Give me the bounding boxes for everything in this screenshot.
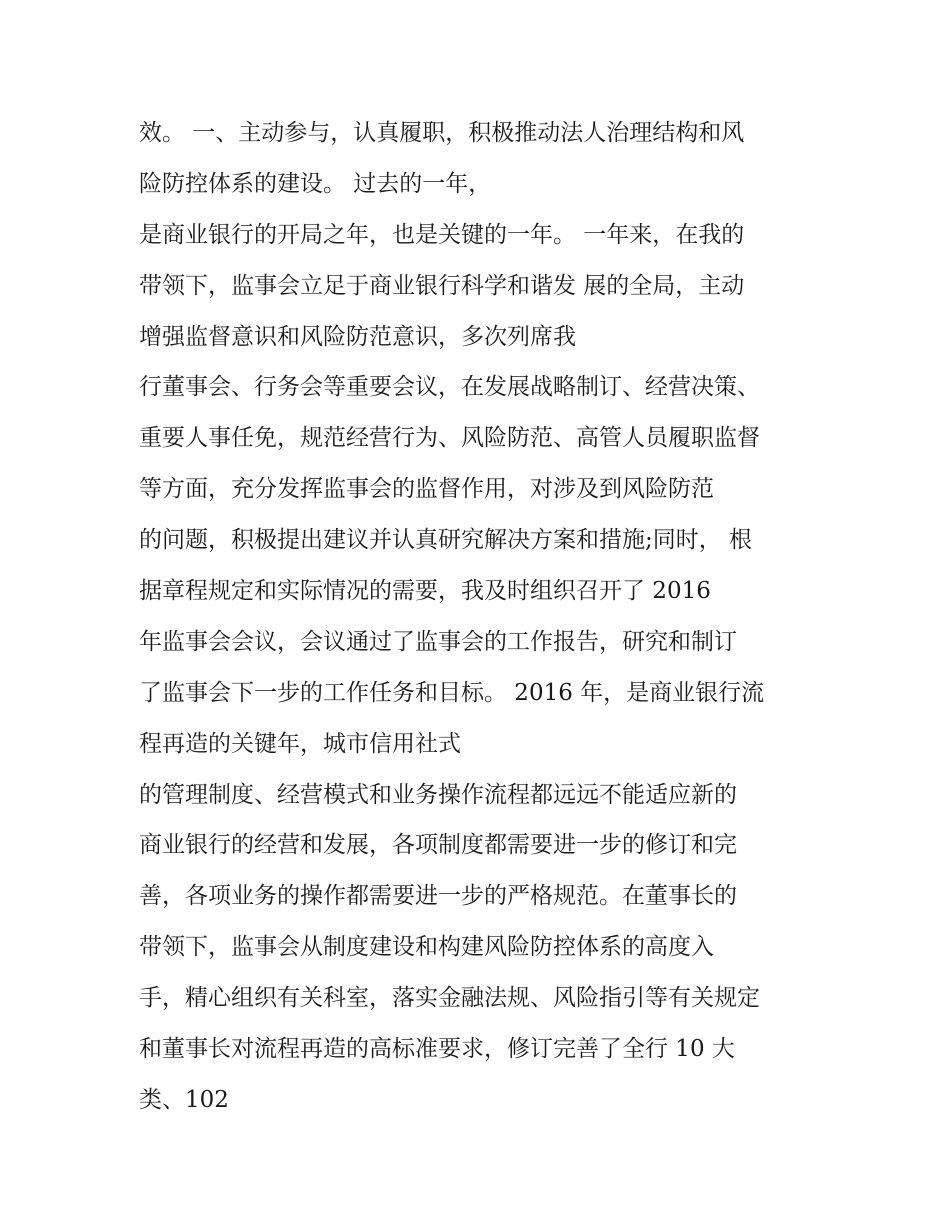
text-line: 善，各项业务的操作都需要进一步的严格规范。在董事长的 <box>139 883 737 910</box>
text-line: 了监事会下一步的工作任务和目标。 2016 年，是商业银行流 <box>139 679 765 706</box>
text-line: 的问题，积极提出建议并认真研究解决方案和措施;同时， 根 <box>139 527 753 554</box>
text-line: 类、102 <box>139 1086 229 1113</box>
text-line: 重要人事任免，规范经营行为、风险防范、高管人员履职监督 <box>139 425 760 452</box>
text-line: 带领下，监事会从制度建设和构建风险防控体系的高度入 <box>139 934 714 961</box>
text-line: 据章程规定和实际情况的需要，我及时组织召开了 2016 <box>139 578 711 605</box>
body-text <box>139 108 839 1126</box>
text-line: 的管理制度、经营模式和业务操作流程都远远不能适应新的 <box>139 781 737 808</box>
text-line: 程再造的关键年，城市信用社式 <box>139 730 461 757</box>
text-line: 等方面，充分发挥监事会的监督作用，对涉及到风险防范 <box>139 476 714 503</box>
text-line: 年监事会会议，会议通过了监事会的工作报告，研究和制订 <box>139 628 737 655</box>
text-line: 增强监督意识和风险防范意识，多次列席我 <box>139 323 576 350</box>
text-line: 和董事长对流程再造的高标准要求，修订完善了全行 10 大 <box>139 1036 735 1063</box>
text-line: 险防控体系的建设。 过去的一年， <box>139 170 492 197</box>
text-line: 手，精心组织有关科室，落实金融法规、风险指引等有关规定 <box>139 985 760 1012</box>
text-line: 商业银行的经营和发展，各项制度都需要进一步的修订和完 <box>139 832 737 859</box>
text-line: 行董事会、行务会等重要会议，在发展战略制订、经营决策、 <box>139 374 760 401</box>
text-line: 效。 一、主动参与，认真履职，积极推动法人治理结构和风 <box>139 120 745 146</box>
text-line: 是商业银行的开局之年，也是关键的一年。 一年来，在我的 <box>139 221 745 248</box>
text-line: 带领下，监事会立足于商业银行科学和谐发 展的全局，主动 <box>139 272 745 299</box>
